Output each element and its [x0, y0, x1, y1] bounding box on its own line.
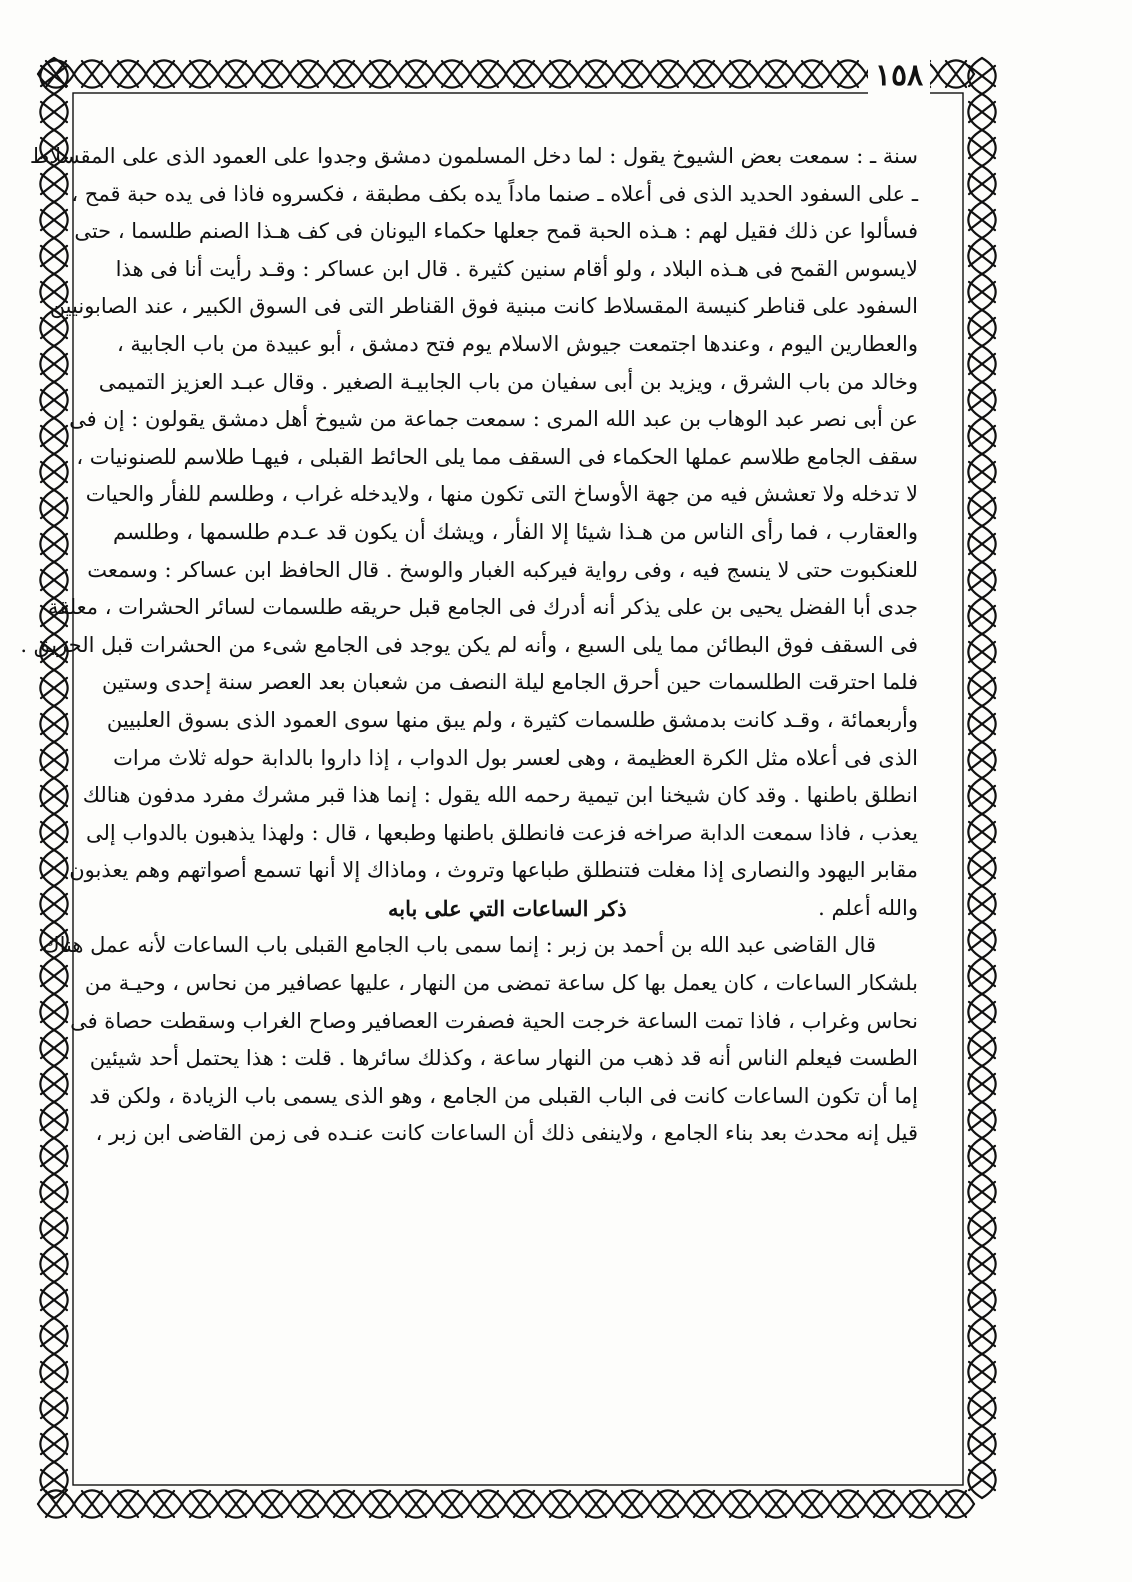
- heading-line: [118, 890, 918, 928]
- text-line: فى السقف فوق البطائن مما يلى السبع ، وأنه لم يكن يوجد فى الجامع شىء من الحشرات قبل الحريق .: [20, 632, 918, 657]
- closing-phrase: والله أعلم .: [818, 895, 918, 920]
- text-line: السفود على قناطر كنيسة المقسلاط كانت مبنية فوق القناطر التى فى السوق الكبير ، عند الصابونيين: [49, 294, 918, 319]
- text-line: قال القاضى عبد الله بن أحمد بن زبر : إنما سمى باب الجامع القبلى باب الساعات لأنه عمل هناك: [42, 933, 876, 958]
- text-line: وخالد من باب الشرق ، ويزيد بن أبى سفيان من باب الجابيـة الصغير . وقال عبـد العزيز التميمى: [98, 369, 918, 394]
- text-line: نحاس وغراب ، فاذا تمت الساعة خرجت الحية فصفرت العصافير وصاح الغراب وسقطت حصاة فى: [70, 1008, 918, 1033]
- text-line: لا تدخله ولا تعشش فيه من جهة الأوساخ التى تكون منها ، ولايدخله غراب ، وطلسم للفأر والحيات: [85, 482, 918, 507]
- text-line: لايسوس القمح فى هـذه البلاد ، ولو أقام سنين كثيرة . قال ابن عساكر : وقـد رأيت أنا فى هذا: [115, 256, 918, 281]
- text-line: والعطارين اليوم ، وعندها اجتمعت جيوش الاسلام يوم فتح دمشق ، أبو عبيدة من باب الجابية ،: [116, 331, 918, 356]
- text-line: إما أن تكون الساعات كانت فى الباب القبلى من الجامع ، وهو الذى يسمى باب الزيادة ، ولكن قد: [89, 1083, 918, 1108]
- body-text: [20, 138, 918, 1153]
- text-line: بلشكار الساعات ، كان يعمل بها كل ساعة تمضى من النهار ، عليها عصافير من نحاس ، وحيـة من: [84, 971, 918, 996]
- text-line: وأربعمائة ، وقـد كانت بدمشق طلسمات كثيرة ، ولم يبق منها سوى العمود الذى بسوق العلبيين: [106, 707, 918, 732]
- text-line: عن أبى نصر عبد الوهاب بن عبد الله المرى : سمعت جماعة من شيوخ أهل دمشق يقولون : إن فى: [69, 407, 918, 432]
- text-line: انطلق باطنها . وقد كان شيخنا ابن تيمية رحمه الله يقول : إنما هذا قبر مشرك مفرد مدفون هنالك: [82, 783, 918, 808]
- page-number: ١٥٨: [868, 58, 930, 94]
- text-line: والعقارب ، فما رأى الناس من هـذا شيئا إلا الفأر ، ويشك أن يكون قد عـدم طلسمها ، وطلسم: [112, 519, 918, 544]
- text-line: سنة ـ : سمعت بعض الشيوخ يقول : لما دخل المسلمون دمشق وجدوا على العمود الذى على المقسلاط: [29, 144, 918, 168]
- text-line: جدى أبا الفضل يحيى بن على يذكر أنه أدرك فى الجامع قبل حريقه طلسمات لسائر الحشرات ، معلقة: [47, 595, 918, 620]
- text-line: الذى فى أعلاه مثل الكرة العظيمة ، وهى لعسر بول الدواب ، إذا داروا بالدابة حوله ثلاث مرات: [113, 745, 918, 770]
- text-line: سقف الجامع طلاسم عملها الحكماء فى السقف مما يلى الحائط القبلى ، فيهـا طلاسم للصنونيات ،: [76, 444, 918, 469]
- text-line: فسألوا عن ذلك فقيل لهم : هـذه الحبة قمح جعلها حكماء اليونان فى كف هـذا الصنم طلسما ، حتى: [74, 219, 918, 244]
- text-line: يعذب ، فاذا سمعت الدابة صراخه فزعت فانطلق باطنها وطبعها ، قال : ولهذا يذهبون بالدواب إلى: [86, 820, 918, 845]
- text-line: مقابر اليهود والنصارى إذا مغلت فتنطلق طباعها وتروث ، وماذاك إلا أنها تسمع أصواتهم وهم يعذبون: [69, 858, 918, 883]
- section-heading: ذكر الساعات التي على بابه: [388, 895, 627, 921]
- text-line: للعنكبوت حتى لا ينسج فيه ، وفى رواية فيركبه الغبار والوسخ . قال الحافظ ابن عساكر : وسمعت: [87, 557, 918, 582]
- text-line: فلما احترقت الطلسمات حين أحرق الجامع ليلة النصف من شعبان بعد العصر سنة إحدى وستين: [101, 670, 918, 695]
- text-line: قيل إنه محدث بعد بناء الجامع ، ولاينفى ذلك أن الساعات كانت عنـده فى زمن القاضى ابن زبر ،: [95, 1121, 918, 1146]
- text-line: ـ على السفود الحديد الذى فى أعلاه ـ صنما ماداً يده بكف مطبقة ، فكسروه فاذا فى يده حبة قمح ،: [71, 181, 918, 206]
- text-line: الطست فيعلم الناس أنه قد ذهب من النهار ساعة ، وكذلك سائرها . قلت : هذا يحتمل أحد شيئين: [89, 1046, 918, 1071]
